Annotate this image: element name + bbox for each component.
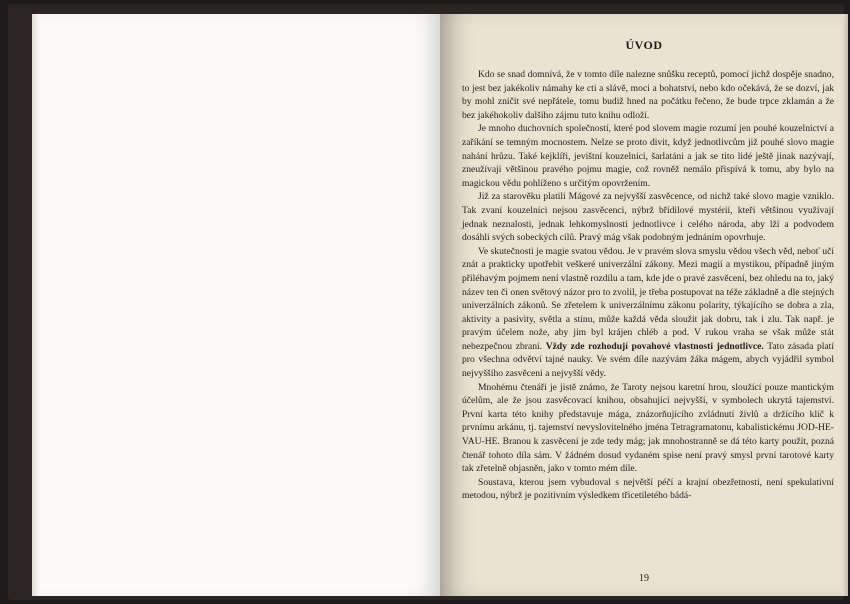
paragraph: Mnohému čtenáři je jistě známo, že Taroty nejsou karetní hrou, sloužící pouze mantickým účelům, ale že jsou zasvěcovací knihou, obsahující nejvyšší, v symbolech ukrytá tajemství. První karta této knihy představuje mága, znázorňujícího zvládnutí živlů a držícího klíč k prvnímu arkánu, tj. tajemství nevyslovitelného jména Tetragramatonu, kabalistickému JOD-HE-VAU-HE. Branou k zasvěcení je zde tedy mág; jak mnohostranně se dá této karty použít, pozná čtenář tohoto díla sám. V žádném dosud vydaném spise není pravý smysl první tarotové karty tak zřetelně objasněn, jako v tomto mém díle.	[462, 381, 834, 475]
chapter-heading: ÚVOD	[625, 38, 663, 52]
paragraph	[462, 245, 834, 381]
right-page	[440, 14, 848, 596]
bold-sentence: Vždy zde rozhodují povahové vlastnosti jednotlivce.	[545, 340, 764, 352]
left-page-blank	[32, 14, 440, 596]
paragraph: Soustava, kterou jsem vybudoval s největší péčí a krajní obezřetností, není spekulativní metodou, nýbrž je pozitivním výsledkem třicetiletého bádá-	[462, 476, 834, 502]
paragraph: Je mnoho duchovních společností, které pod slovem magie rozumí jen pouhé kouzelnictví a zaříkání se temným mocnostem. Nelze se proto divit, když jednotlivcům již pouhé slovo magie nahání hrůzu. Také kejklíři, jevištní kouzelníci, šarlatáni a jak se tito lidé ještě jinak nazývají, zneužívají většinou pravého pojmu magie, což rovněž nemálo přispívá k tomu, aby bylo na magickou vědu pohlíženo s určitým opovržením.	[462, 123, 834, 189]
paragraph-text: Ve skutečnosti je magie svatou vědou. Je v pravém slova smyslu vědou všech věd, neboť učí znát a prakticky upotřebit veškeré univerzální zákony. Mezi magií a mystikou, případně jiným přiléhavým pojmem není vlastně rozdílu a tam, kde jde o pravé zasvěcení, bez ohledu na to, jaký název ten či onen světový názor pro to zvolil, je třeba postupovat na téže základně a dle stejných univerzálních zákonů. Se zřetelem k univerzálnímu zákonu polarity, týkajícího se dobra a zla, aktivity a pasivity, světla a stínu, může každá věda sloužit jak dobru, tak i zlu. Tak např. je pravým účelem nože, aby jím byl krájen chléb a pod. V rukou vraha se však může stát nebezpečnou zbraní.	[462, 245, 834, 352]
paragraph: Již za starověku platili Mágové za nejvyšší zasvěcence, od nichž také slovo magie vzniklo. Tak zvaní kouzelníci nejsou zasvěcenci, nýbrž břídilové mystérií, kteří většinou využívají jednak neznalosti, jednak lehkomyslnosti jednotlivce i celého národa, aby lží a podvodem dosáhli svých sobeckých cílů. Pravý mág však podobným jednáním opovrhuje.	[462, 191, 834, 244]
page-number: 19	[639, 573, 649, 584]
book-spread	[8, 4, 844, 600]
paragraph-text-continued: Tato zásada platí pro všechna odvětví tajné nauky. Ve svém díle nazývám žáka mágem, abych vyjádřil symbol nejvyššího zasvěcení a nejvyšší vědy.	[462, 340, 835, 380]
body-text	[462, 68, 834, 503]
paragraph: Kdo se snad domnívá, že v tomto díle nalezne snůšku receptů, pomocí jichž dospěje snadno, to jest bez jakékoliv námahy ke cti a slávě, moci a bohatství, nebo kdo očekává, že se dozví, jak by mohl zničit své nepřátele, tomu budiž hned na počátku řečeno, že bude trpce zklamán a že bez jakéhokoliv dalšího zájmu tuto knihu odloží.	[462, 69, 834, 121]
